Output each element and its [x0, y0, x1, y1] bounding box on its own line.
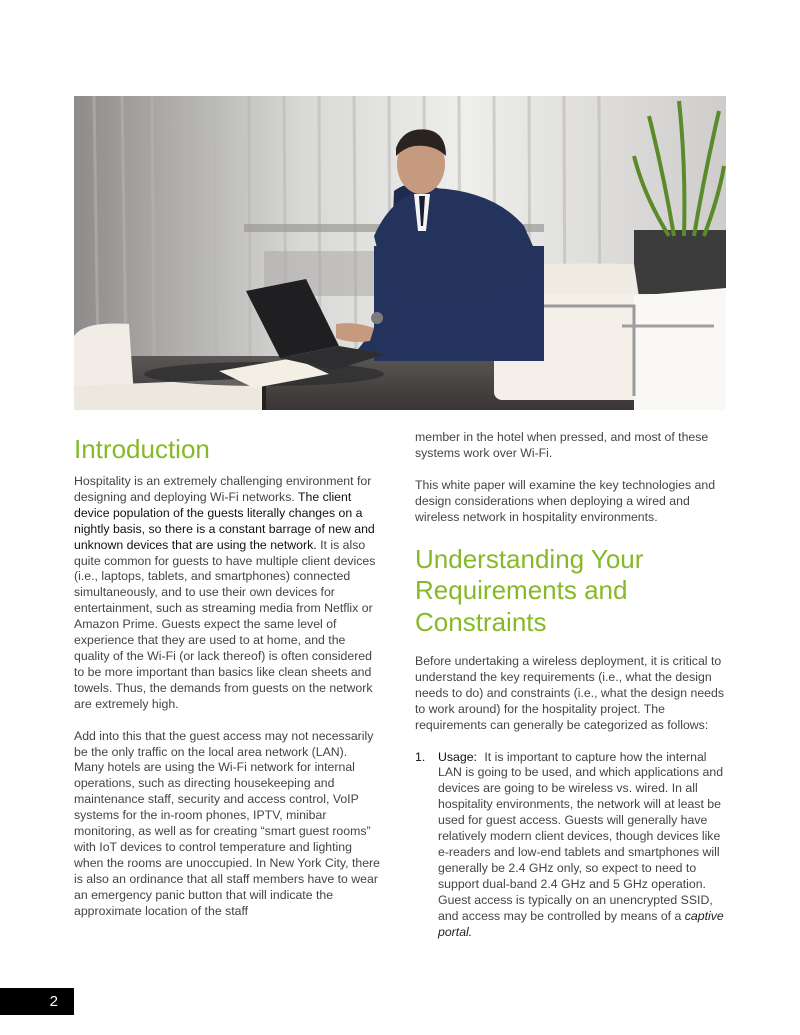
list-item-text: It is important to capture how the internal LAN is going to be used, and which applications and devices are going to be wireless vs. wired. In all hospitality environments, the network will at least be used for guest access. Guests will generally have relatively modern client devices, though devices like e-readers and low-end tablets and smartphones will generally be 2.4 GHz only, so expect to need to support dual-band 2.4 GHz and 5 GHz operation. Guest access is typically on an unencrypted SSID, and access may be controlled by means of a — [438, 749, 724, 923]
page-number: 2 — [0, 988, 74, 1015]
introduction-heading: Introduction — [74, 434, 210, 464]
continued-paragraph: member in the hotel when pressed, and most of these systems work over Wi-Fi. — [415, 430, 709, 460]
right-column — [415, 430, 725, 940]
list-number: 1. — [415, 749, 426, 764]
intro-text-c: It is also quite common for guests to have multiple client devices (i.e., laptops, tablets, and smartphones) connected simultaneously, and to use their own devices for entertainment, such as streaming media from Netflix or Amazon Prime. Guests expect the same level of experience that they are used to at home, and the quality of the Wi-Fi (or lack thereof) is often considered to be more important than basics like clean sheets and towels. Thus, the demands from guests on the network are extremely high. — [74, 537, 376, 711]
requirements-list — [415, 750, 725, 941]
captive-portal-term: captive portal. — [438, 908, 724, 939]
requirements-heading: Understanding Your Requirements and Constraints — [415, 543, 644, 637]
intro-text-a: Hospitality is an extremely challenging environment for designing and deploying Wi-Fi networks. — [74, 474, 372, 504]
list-item-title: Usage: — [438, 749, 477, 764]
left-column — [74, 430, 380, 935]
hero-illustration — [74, 96, 726, 410]
intro-text-emphasis: The client device population of the guests literally changes on a nightly basis, so there is a constant barrage of new and unknown devices that are using the network. — [74, 489, 375, 552]
intro-paragraph-2: Add into this that the guest access may not necessarily be the only traffic on the local area network (LAN). Many hotels are using the Wi-Fi network for internal operations, such as directing housekeeping and maintenance staff, security and access control, VoIP systems for the in-room phones, IPTV, minibar monitoring, as well as for creating “smart guest rooms” with IoT devices to control temperature and lighting when the rooms are unoccupied. In New York City, there is also an ordinance that all staff members have to wear an emergency panic button that will indicate the approximate location of the staff — [74, 728, 380, 918]
list-item — [415, 750, 725, 941]
before-paragraph: Before undertaking a wireless deployment, it is critical to understand the key requirements (i.e., what the design needs to do) and constraints (i.e., what the design needs to work around) for the hospitality project. The requirements can generally be categorized as follows: — [415, 654, 724, 732]
hero-photo — [74, 96, 726, 410]
intro-paragraph-1 — [74, 474, 380, 713]
white-paper-paragraph: This white paper will examine the key technologies and design considerations when deploying a wired and wireless network in hospitality environments. — [415, 477, 716, 524]
